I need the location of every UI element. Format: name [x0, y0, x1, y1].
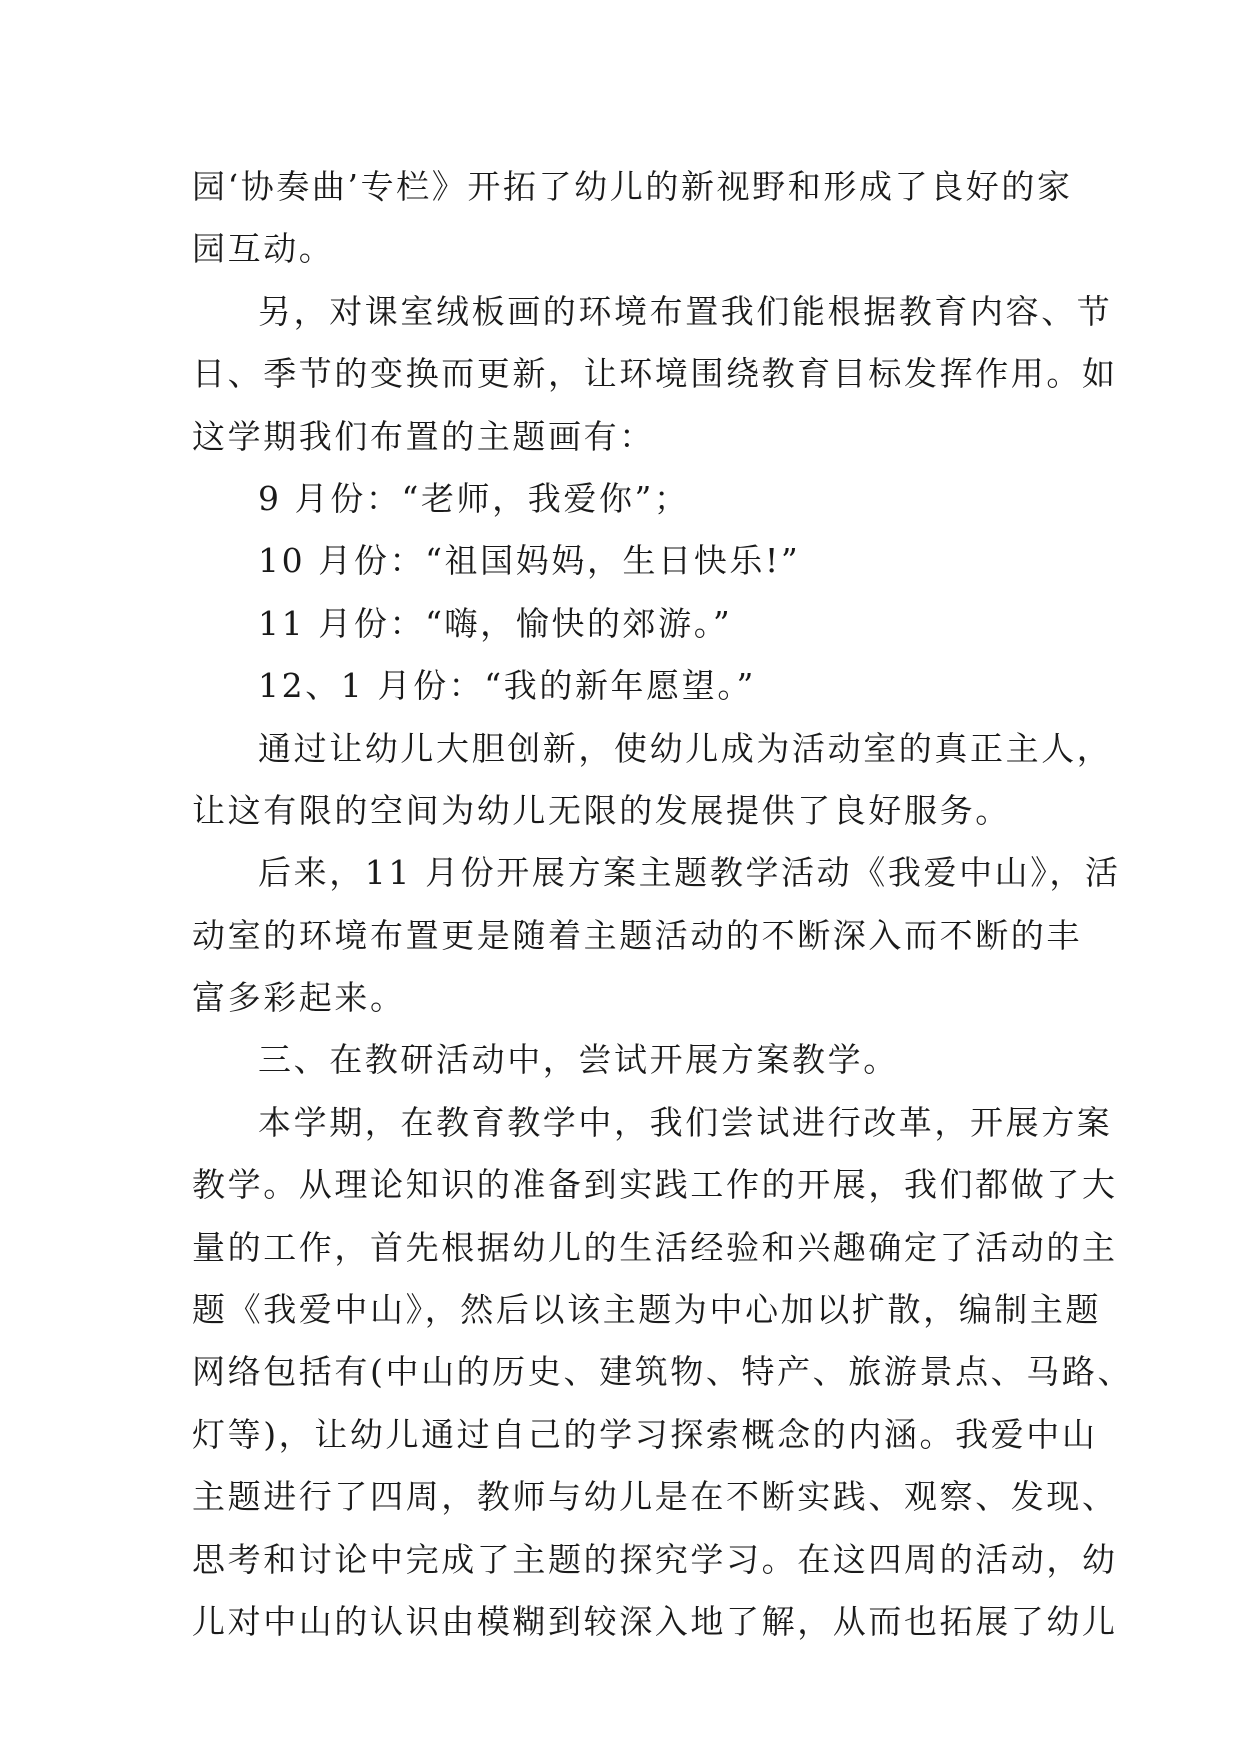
text-line: 本学期，在教育教学中，我们尝试进行改革，开展方案	[258, 1102, 1113, 1142]
text-line: 10 月份：“祖国妈妈，生日快乐!”	[258, 541, 801, 581]
text-line: 题《我爱中山》，然后以该主题为中心加以扩散，编制主题	[192, 1290, 1102, 1330]
text-line: 日、季节的变换而更新，让环境围绕教育目标发挥作用。如	[192, 354, 1118, 394]
text-line: 园‘协奏曲’专栏》开拓了幼儿的新视野和形成了良好的家	[192, 167, 1073, 206]
text-line: 9 月份：“老师，我爱你”；	[258, 478, 690, 518]
section-heading: 三、在教研活动中，尝试开展方案教学。	[258, 1040, 899, 1080]
text-line: 动室的环境布置更是随着主题活动的不断深入而不断的丰	[192, 915, 1082, 955]
text-line: 园互动。	[192, 229, 335, 269]
text-line: 让这有限的空间为幼儿无限的发展提供了良好服务。	[192, 790, 1011, 830]
text-line: 12、1 月份：“我的新年愿望。”	[258, 666, 756, 706]
text-line: 儿对中山的认识由模糊到较深入地了解，从而也拓展了幼儿	[192, 1601, 1118, 1641]
text-line: 另，对课室绒板画的环境布置我们能根据教育内容、节	[258, 291, 1113, 331]
text-line: 主题进行了四周，教师与幼儿是在不断实践、观察、发现、	[192, 1477, 1118, 1517]
text-line: 网络包括有(中山的历史、建筑物、特产、旅游景点、马路、	[192, 1352, 1134, 1392]
body-text	[192, 156, 1134, 1653]
text-line: 教学。从理论知识的准备到实践工作的开展，我们都做了大	[192, 1165, 1118, 1205]
text-line: 这学期我们布置的主题画有：	[192, 416, 655, 456]
text-line: 量的工作，首先根据幼儿的生活经验和兴趣确定了活动的主	[192, 1227, 1118, 1267]
text-line: 11 月份：“嗨，愉快的郊游。”	[258, 603, 733, 643]
text-line: 通过让幼儿大胆创新，使幼儿成为活动室的真正主人，	[258, 728, 1113, 768]
text-line: 灯等)，让幼儿通过自己的学习探索概念的内涵。我爱中山	[192, 1414, 1098, 1454]
text-line: 思考和讨论中完成了主题的探究学习。在这四周的活动，幼	[192, 1539, 1118, 1579]
text-line: 后来，11 月份开展方案主题教学活动《我爱中山》，活	[258, 853, 1121, 893]
text-line: 富多彩起来。	[192, 978, 406, 1018]
